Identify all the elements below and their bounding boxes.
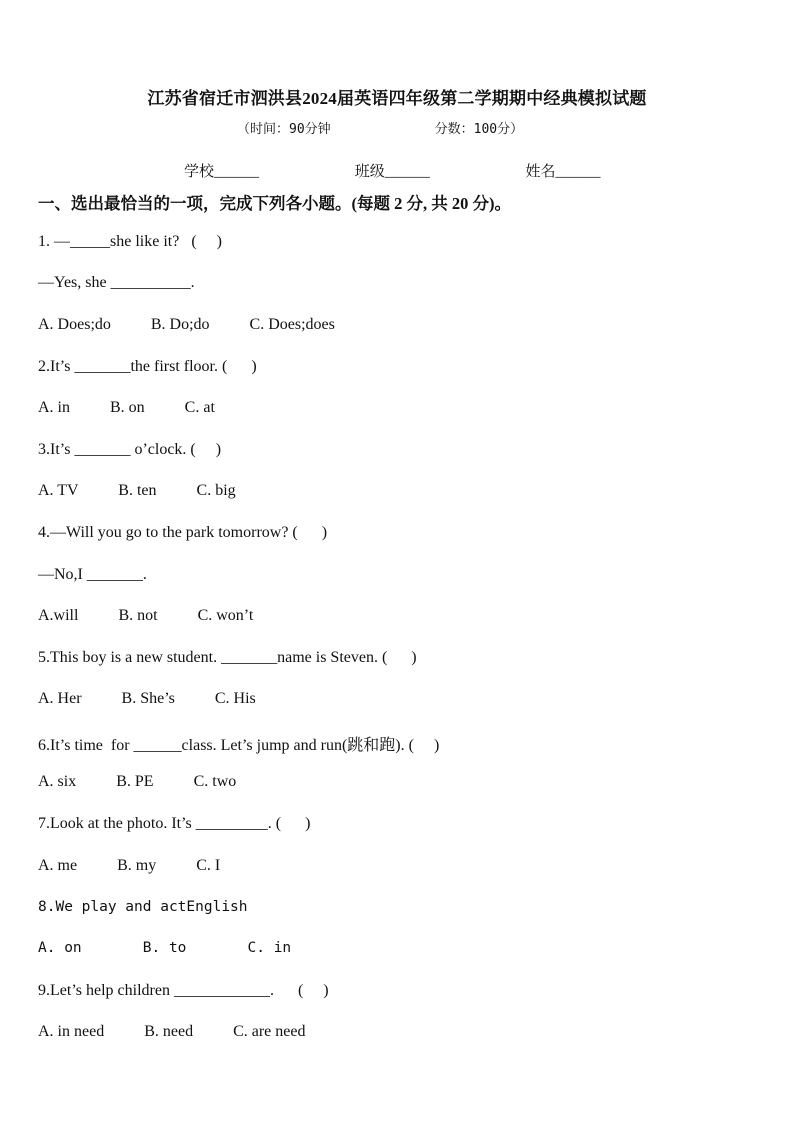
question-7: 7.Look at the photo. It’s _________. ( ) [38,815,311,832]
question-5: 5.This boy is a new student. _______name is Steven. ( ) [38,649,417,666]
question-9: 9.Let’s help children ____________. ( ) [38,982,329,999]
question-2-options: A. in B. on C. at [38,399,215,416]
question-7-options: A. me B. my C. I [38,857,221,874]
exam-subtitle [237,118,523,137]
total-score: 分数：100分） [434,122,524,137]
name-field: 姓名______ [525,164,601,180]
question-4-options: A.will B. not C. won’t [38,607,254,624]
time-limit: （时间：90分钟 [237,122,331,137]
question-9-options: A. in need B. need C. are need [38,1023,306,1040]
question-4: 4.—Will you go to the park tomorrow? ( ) [38,524,328,541]
exam-title: 江苏省宿迁市泗洪县2024届英语四年级第二学期期中经典模拟试题 [147,89,647,108]
class-field: 班级______ [354,164,430,180]
question-3: 3.It’s _______ o’clock. ( ) [38,441,222,458]
question-8-options: A. on B. to C. in [38,940,292,956]
student-info [184,160,693,181]
question-1: 1. —_____she like it? ( ) [38,233,222,250]
question-8: 8.We play and actEnglish [38,899,248,915]
question-6-options: A. six B. PE C. two [38,773,237,790]
question-2: 2.It’s _______the first floor. ( ) [38,358,257,375]
question-1-options: A. Does;do B. Do;do C. Does;does [38,316,335,333]
question-6: 6.It’s time for ______class. Let’s jump and run(跳和跑). ( ) [38,737,440,754]
section-heading: 一、选出最恰当的一项，完成下列各小题。(每题 2 分, 共 20 分)。 [38,194,511,213]
question-5-options: A. Her B. She’s C. His [38,690,256,707]
question-4-answer-line: —No,I _______. [38,566,147,583]
school-field: 学校______ [184,164,260,180]
question-3-options: A. TV B. ten C. big [38,482,236,499]
question-1-answer-line: —Yes, she __________. [38,274,195,291]
